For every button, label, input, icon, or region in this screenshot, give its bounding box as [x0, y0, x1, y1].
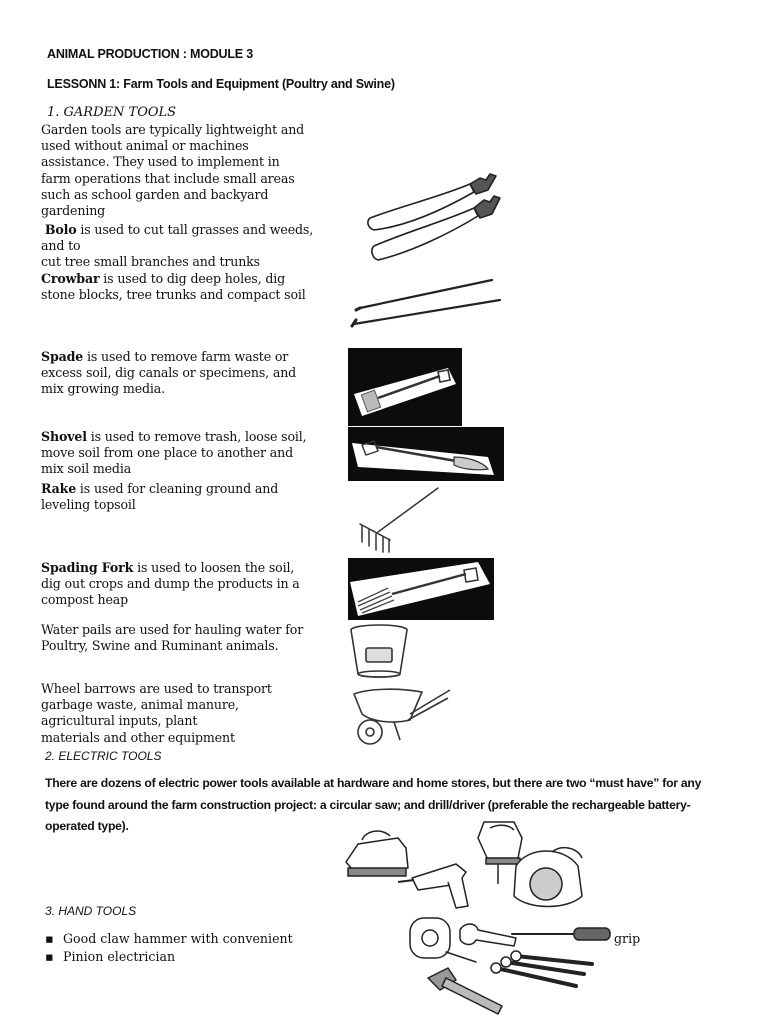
intro-line: such as school garden and backyard [41, 186, 269, 202]
pail-text: Poultry, Swine and Ruminant animals. [41, 638, 279, 654]
rake-description [41, 481, 278, 513]
spade-text: is used to remove farm waste or [83, 349, 289, 364]
shovel-image [348, 427, 504, 481]
electric-tools-image [338, 818, 608, 914]
module-title: ANIMAL PRODUCTION : MODULE 3 [47, 47, 253, 61]
wheelbarrow-image [350, 684, 454, 748]
fork-term: Spading Fork [41, 560, 134, 575]
intro-line: farm operations that include small areas [41, 170, 295, 186]
wheelbarrow-text: materials and other equipment [41, 729, 235, 745]
crowbar-term: Crowbar [41, 271, 100, 286]
bolo-text: cut tree small branches and trunks [41, 254, 260, 270]
rake-image [354, 484, 446, 554]
fork-description [41, 560, 300, 609]
hand-tools-heading: 3. HAND TOOLS [45, 904, 137, 918]
intro-line: Garden tools are typically lightweight and [41, 122, 305, 137]
spade-text: mix growing media. [41, 381, 166, 397]
list-item: ▪ Good claw hammer with convenient [45, 931, 293, 946]
shovel-text: mix soil media [41, 461, 132, 477]
intro-line: used without animal or machines [41, 138, 249, 154]
hand-tools-list [45, 930, 293, 965]
shovel-term: Shovel [41, 429, 87, 444]
wheelbarrow-description [41, 681, 272, 746]
garden-tools-heading: 1. GARDEN TOOLS [47, 105, 177, 120]
shovel-text: is used to remove trash, loose soil, [86, 429, 307, 444]
electric-line: operated type). [45, 819, 129, 833]
grip-text: grip [614, 931, 641, 946]
spade-description [41, 349, 296, 398]
electric-line: There are dozens of electric power tools available at hardware and home stores, but there are two “must have” for any [45, 776, 702, 790]
pail-description [41, 622, 303, 654]
fork-text: compost heap [41, 592, 129, 608]
rake-text: leveling topsoil [41, 497, 136, 513]
wheelbarrow-text: garbage waste, animal manure, [41, 697, 239, 713]
bolo-text: is used to cut tall grasses and weeds, [76, 222, 314, 237]
bolo-text: and to [41, 238, 81, 254]
rake-text: is used for cleaning ground and [76, 481, 279, 496]
shovel-description [41, 429, 307, 478]
electric-tools-heading: 2. ELECTRIC TOOLS [45, 749, 162, 763]
bolo-term: Bolo [44, 222, 77, 237]
hand-tools-image [406, 912, 616, 1018]
fork-text: dig out crops and dump the products in a [41, 576, 300, 592]
shovel-text: move soil from one place to another and [41, 445, 293, 461]
pail-text: Water pails are used for hauling water for [41, 622, 304, 637]
wheelbarrow-text: Wheel barrows are used to transport [41, 681, 272, 696]
intro-line: assistance. They used to implement in [41, 154, 280, 170]
crowbar-text: stone blocks, tree trunks and compact soil [41, 287, 306, 303]
fork-text: is used to loosen the soil, [133, 560, 295, 575]
crowbar-image [350, 272, 506, 328]
electric-line: type found around the farm construction project: a circular saw; and drill/driver (preferable the rechargeable battery- [45, 797, 691, 812]
bolo-image [362, 168, 510, 268]
garden-intro [41, 122, 304, 219]
list-item: ▪ Pinion electrician [45, 948, 176, 964]
intro-line: gardening [41, 203, 106, 219]
water-pail-image [348, 622, 410, 682]
spade-image [348, 348, 462, 426]
bolo-description [41, 222, 313, 271]
rake-term: Rake [41, 481, 77, 496]
lesson-title: LESSONN 1: Farm Tools and Equipment (Poultry and Swine) [47, 77, 395, 91]
crowbar-description [41, 271, 306, 303]
spade-term: Spade [41, 349, 84, 364]
crowbar-text: is used to dig deep holes, dig [99, 271, 286, 286]
wheelbarrow-text: agricultural inputs, plant [41, 713, 198, 729]
spade-text: excess soil, dig canals or specimens, and [41, 365, 297, 381]
spading-fork-image [348, 558, 494, 620]
